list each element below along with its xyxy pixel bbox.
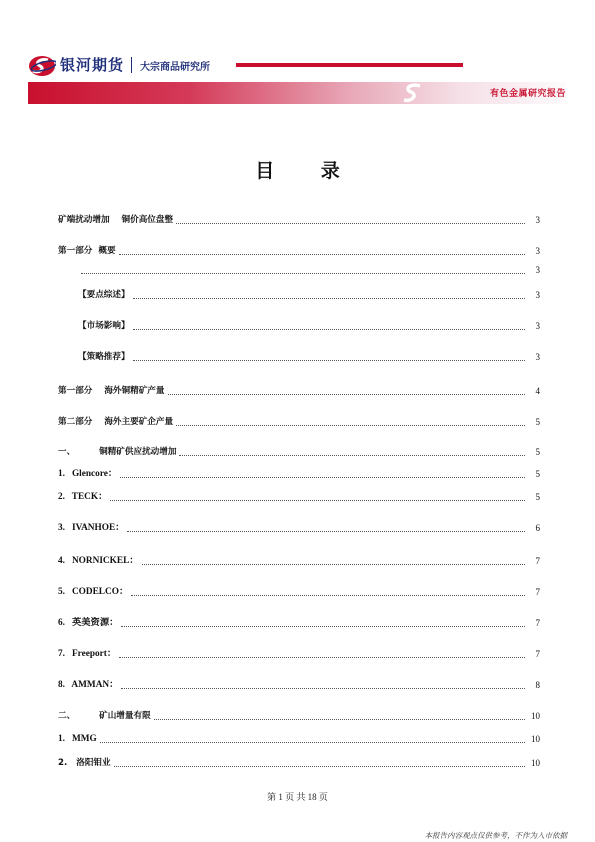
toc-entry[interactable] bbox=[58, 586, 540, 598]
disclaimer: 本报告内容观点仅供参考，不作为入市依据 bbox=[424, 831, 567, 840]
toc-entry[interactable] bbox=[58, 416, 540, 428]
toc-entry-label: 6. 英美资源： bbox=[58, 618, 119, 628]
toc-entry[interactable] bbox=[58, 710, 540, 722]
toc-entry-label: 第一部分 概要 bbox=[58, 246, 116, 256]
header-red-line bbox=[236, 63, 463, 67]
toc-leader bbox=[119, 254, 525, 255]
toc-entry[interactable] bbox=[58, 733, 540, 745]
toc-leader bbox=[81, 273, 525, 274]
toc-entry-page: 3 bbox=[535, 265, 540, 275]
toc-entry-label: 第一部分 海外铜精矿产量 bbox=[58, 386, 165, 396]
toc-title: 目 录 bbox=[255, 160, 360, 182]
institute-name: 大宗商品研究所 bbox=[140, 62, 210, 73]
toc-entry[interactable] bbox=[58, 446, 540, 458]
toc-entry-label: 8. AMMAN： bbox=[58, 680, 119, 690]
company-name: 银河期货 bbox=[60, 56, 125, 74]
toc-leader bbox=[121, 626, 525, 627]
toc-leader bbox=[176, 223, 525, 224]
toc-entry-page: 4 bbox=[535, 386, 540, 396]
toc-entry-page: 10 bbox=[531, 711, 540, 721]
toc-entry-page: 5 bbox=[535, 417, 540, 427]
toc-entry[interactable] bbox=[58, 757, 540, 769]
logo-separator bbox=[131, 57, 132, 73]
toc-leader bbox=[120, 477, 525, 478]
toc-leader bbox=[133, 360, 525, 361]
toc-entry-page: 7 bbox=[535, 618, 540, 628]
toc-entry-page: 3 bbox=[535, 352, 540, 362]
toc-leader bbox=[168, 394, 526, 395]
toc-entry-page: 7 bbox=[535, 649, 540, 659]
toc-entry-page: 10 bbox=[531, 758, 540, 768]
toc-entry-label: 矿端扰动增加 铜价高位盘整 bbox=[58, 215, 174, 225]
toc-leader bbox=[110, 500, 525, 501]
toc-entry-label: 1. MMG bbox=[58, 734, 97, 744]
toc-entry[interactable] bbox=[58, 555, 540, 567]
toc-entry[interactable] bbox=[58, 648, 540, 660]
toc-entry-label: 5. CODELCO： bbox=[58, 587, 129, 597]
toc-entry[interactable] bbox=[58, 245, 540, 257]
toc-entry-page: 3 bbox=[535, 321, 540, 331]
toc-entry-page: 7 bbox=[535, 556, 540, 566]
toc-entry-page: 8 bbox=[535, 680, 540, 690]
banner-s-icon bbox=[400, 82, 426, 104]
toc-entry-page: 3 bbox=[535, 290, 540, 300]
toc-entry-page: 5 bbox=[535, 492, 540, 502]
toc-leader bbox=[100, 742, 525, 743]
toc-entry-page: 5 bbox=[535, 447, 540, 457]
toc-entry[interactable] bbox=[78, 264, 540, 276]
toc-entry-page: 7 bbox=[535, 587, 540, 597]
toc-leader bbox=[176, 425, 525, 426]
toc-leader bbox=[179, 455, 525, 456]
toc-entry-label: 2. TECK： bbox=[58, 492, 108, 502]
toc-entry-label: 1. Glencore： bbox=[58, 469, 118, 479]
galaxy-logo-icon bbox=[28, 55, 56, 77]
toc-entry[interactable] bbox=[58, 491, 540, 503]
toc-entry[interactable] bbox=[58, 679, 540, 691]
toc-entry-label: 【策略推荐】 bbox=[78, 352, 130, 362]
toc-entry[interactable] bbox=[58, 617, 540, 629]
toc-entry-label: 2. 洛阳钼业 bbox=[58, 758, 111, 768]
toc-entry-page: 5 bbox=[535, 469, 540, 479]
toc-entry-label: 7. Freeport： bbox=[58, 649, 117, 659]
toc-entry-label: 二、 矿山增量有限 bbox=[58, 711, 151, 721]
toc-leader bbox=[131, 595, 525, 596]
toc-leader bbox=[114, 766, 525, 767]
toc-entry-label: 【市场影响】 bbox=[78, 321, 130, 331]
toc-entry[interactable] bbox=[58, 522, 540, 534]
toc-entry-label: 一、 铜精矿供应扰动增加 bbox=[58, 447, 177, 457]
toc-leader bbox=[154, 719, 525, 720]
toc-leader bbox=[142, 564, 525, 565]
toc-entry-label: 4. NORNICKEL： bbox=[58, 556, 139, 566]
toc-entry-label: 3. IVANHOE： bbox=[58, 523, 125, 533]
toc-leader bbox=[127, 531, 525, 532]
toc-entry-page: 3 bbox=[535, 246, 540, 256]
toc-leader bbox=[133, 298, 525, 299]
report-type: 有色金属研究报告 bbox=[489, 89, 566, 99]
toc-entry-label: 【要点综述】 bbox=[78, 290, 130, 300]
toc-leader bbox=[119, 657, 525, 658]
toc-leader bbox=[133, 329, 525, 330]
toc-entry[interactable] bbox=[78, 351, 540, 363]
toc-entry-page: 10 bbox=[531, 734, 540, 744]
toc-entry[interactable] bbox=[58, 214, 540, 226]
page-number: 第 1 页 共 18 页 bbox=[267, 792, 328, 802]
toc-entry[interactable] bbox=[78, 289, 540, 301]
toc-entry[interactable] bbox=[58, 468, 540, 480]
toc-entry-page: 6 bbox=[535, 523, 540, 533]
toc-entry[interactable] bbox=[58, 385, 540, 397]
header-banner bbox=[28, 82, 566, 104]
toc-entry[interactable] bbox=[78, 320, 540, 332]
toc-leader bbox=[121, 688, 525, 689]
toc-entry-page: 3 bbox=[535, 215, 540, 225]
toc-entry-label: 第二部分 海外主要矿企产量 bbox=[58, 417, 174, 427]
